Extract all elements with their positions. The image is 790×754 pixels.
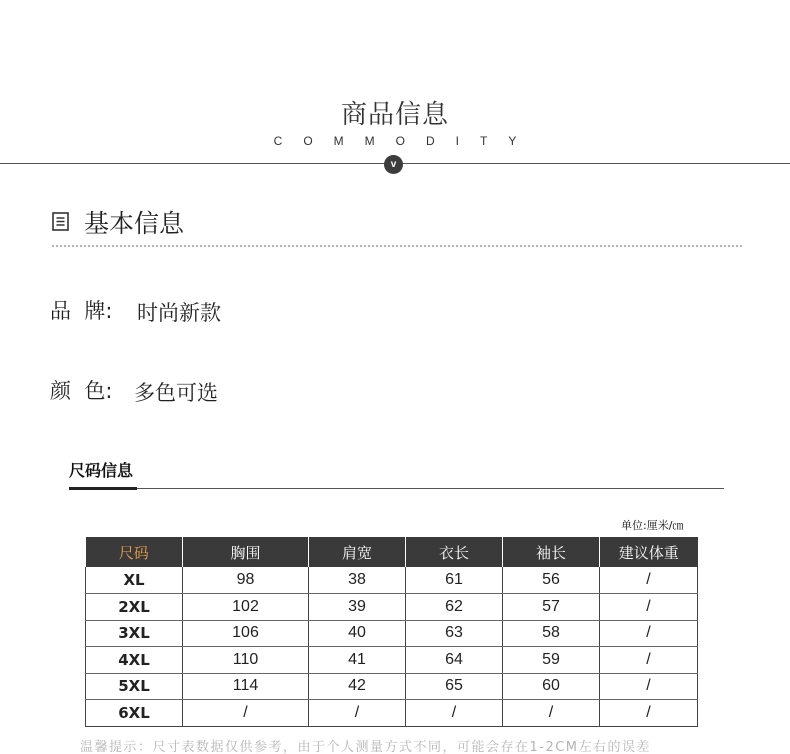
brand-label: 品 牌: [50,299,113,323]
size-cell: 3XL [86,620,183,647]
size-cell: 2XL [86,594,183,621]
table-row [86,567,698,594]
dotted-divider [52,245,742,247]
table-cell: 64 [406,647,503,674]
table-cell: 114 [183,673,309,700]
size-title-underline [69,487,137,490]
size-cell: 4XL [86,647,183,674]
table-cell: 62 [406,594,503,621]
table-cell: 106 [183,620,309,647]
table-cell: / [183,700,309,727]
table-cell: 110 [183,647,309,674]
table-cell: / [600,567,698,594]
table-cell: / [406,700,503,727]
table-row [86,594,698,621]
size-cell: 5XL [86,673,183,700]
color-value: 多色可选 [134,381,218,405]
size-table [85,537,698,727]
brand-value: 时尚新款 [137,301,221,325]
document-list-icon [52,212,69,231]
table-cell: 39 [309,594,406,621]
table-cell: / [309,700,406,727]
size-info-title: 尺码信息 [69,461,134,480]
table-cell: 38 [309,567,406,594]
column-header: 肩宽 [309,537,406,567]
table-row [86,647,698,674]
unit-label: 单位:厘米/㎝ [621,519,684,532]
table-row [86,700,698,727]
column-header: 建议体重 [600,537,698,567]
page-title: 商品信息 [340,100,449,130]
column-header: 袖长 [503,537,600,567]
basic-info-title: 基本信息 [84,209,185,238]
table-cell: 61 [406,567,503,594]
size-disclaimer: 温馨提示：尺寸表数据仅供参考，由于个人测量方式不同，可能会存在1-2CM左右的误差 [80,740,652,754]
size-cell: XL [86,567,183,594]
table-cell: 59 [503,647,600,674]
table-cell: 58 [503,620,600,647]
size-cell: 6XL [86,700,183,727]
chevron-down-icon: v [384,155,403,174]
table-cell: / [600,594,698,621]
table-cell: 56 [503,567,600,594]
table-cell: / [600,647,698,674]
column-header: 衣长 [406,537,503,567]
table-cell: / [600,673,698,700]
table-cell: / [600,700,698,727]
table-cell: 60 [503,673,600,700]
table-cell: 102 [183,594,309,621]
table-cell: 40 [309,620,406,647]
color-label: 颜 色: [50,379,113,403]
table-cell: 63 [406,620,503,647]
table-row [86,673,698,700]
table-cell: / [600,620,698,647]
column-header: 胸围 [183,537,309,567]
size-section-divider [137,488,724,489]
table-cell: 98 [183,567,309,594]
table-cell: 65 [406,673,503,700]
page-subtitle: COMMODITY [273,134,538,148]
table-cell: 57 [503,594,600,621]
column-header: 尺码 [86,537,183,567]
table-cell: 42 [309,673,406,700]
table-cell: 41 [309,647,406,674]
table-cell: / [503,700,600,727]
table-row [86,620,698,647]
table-header-row [86,537,698,567]
